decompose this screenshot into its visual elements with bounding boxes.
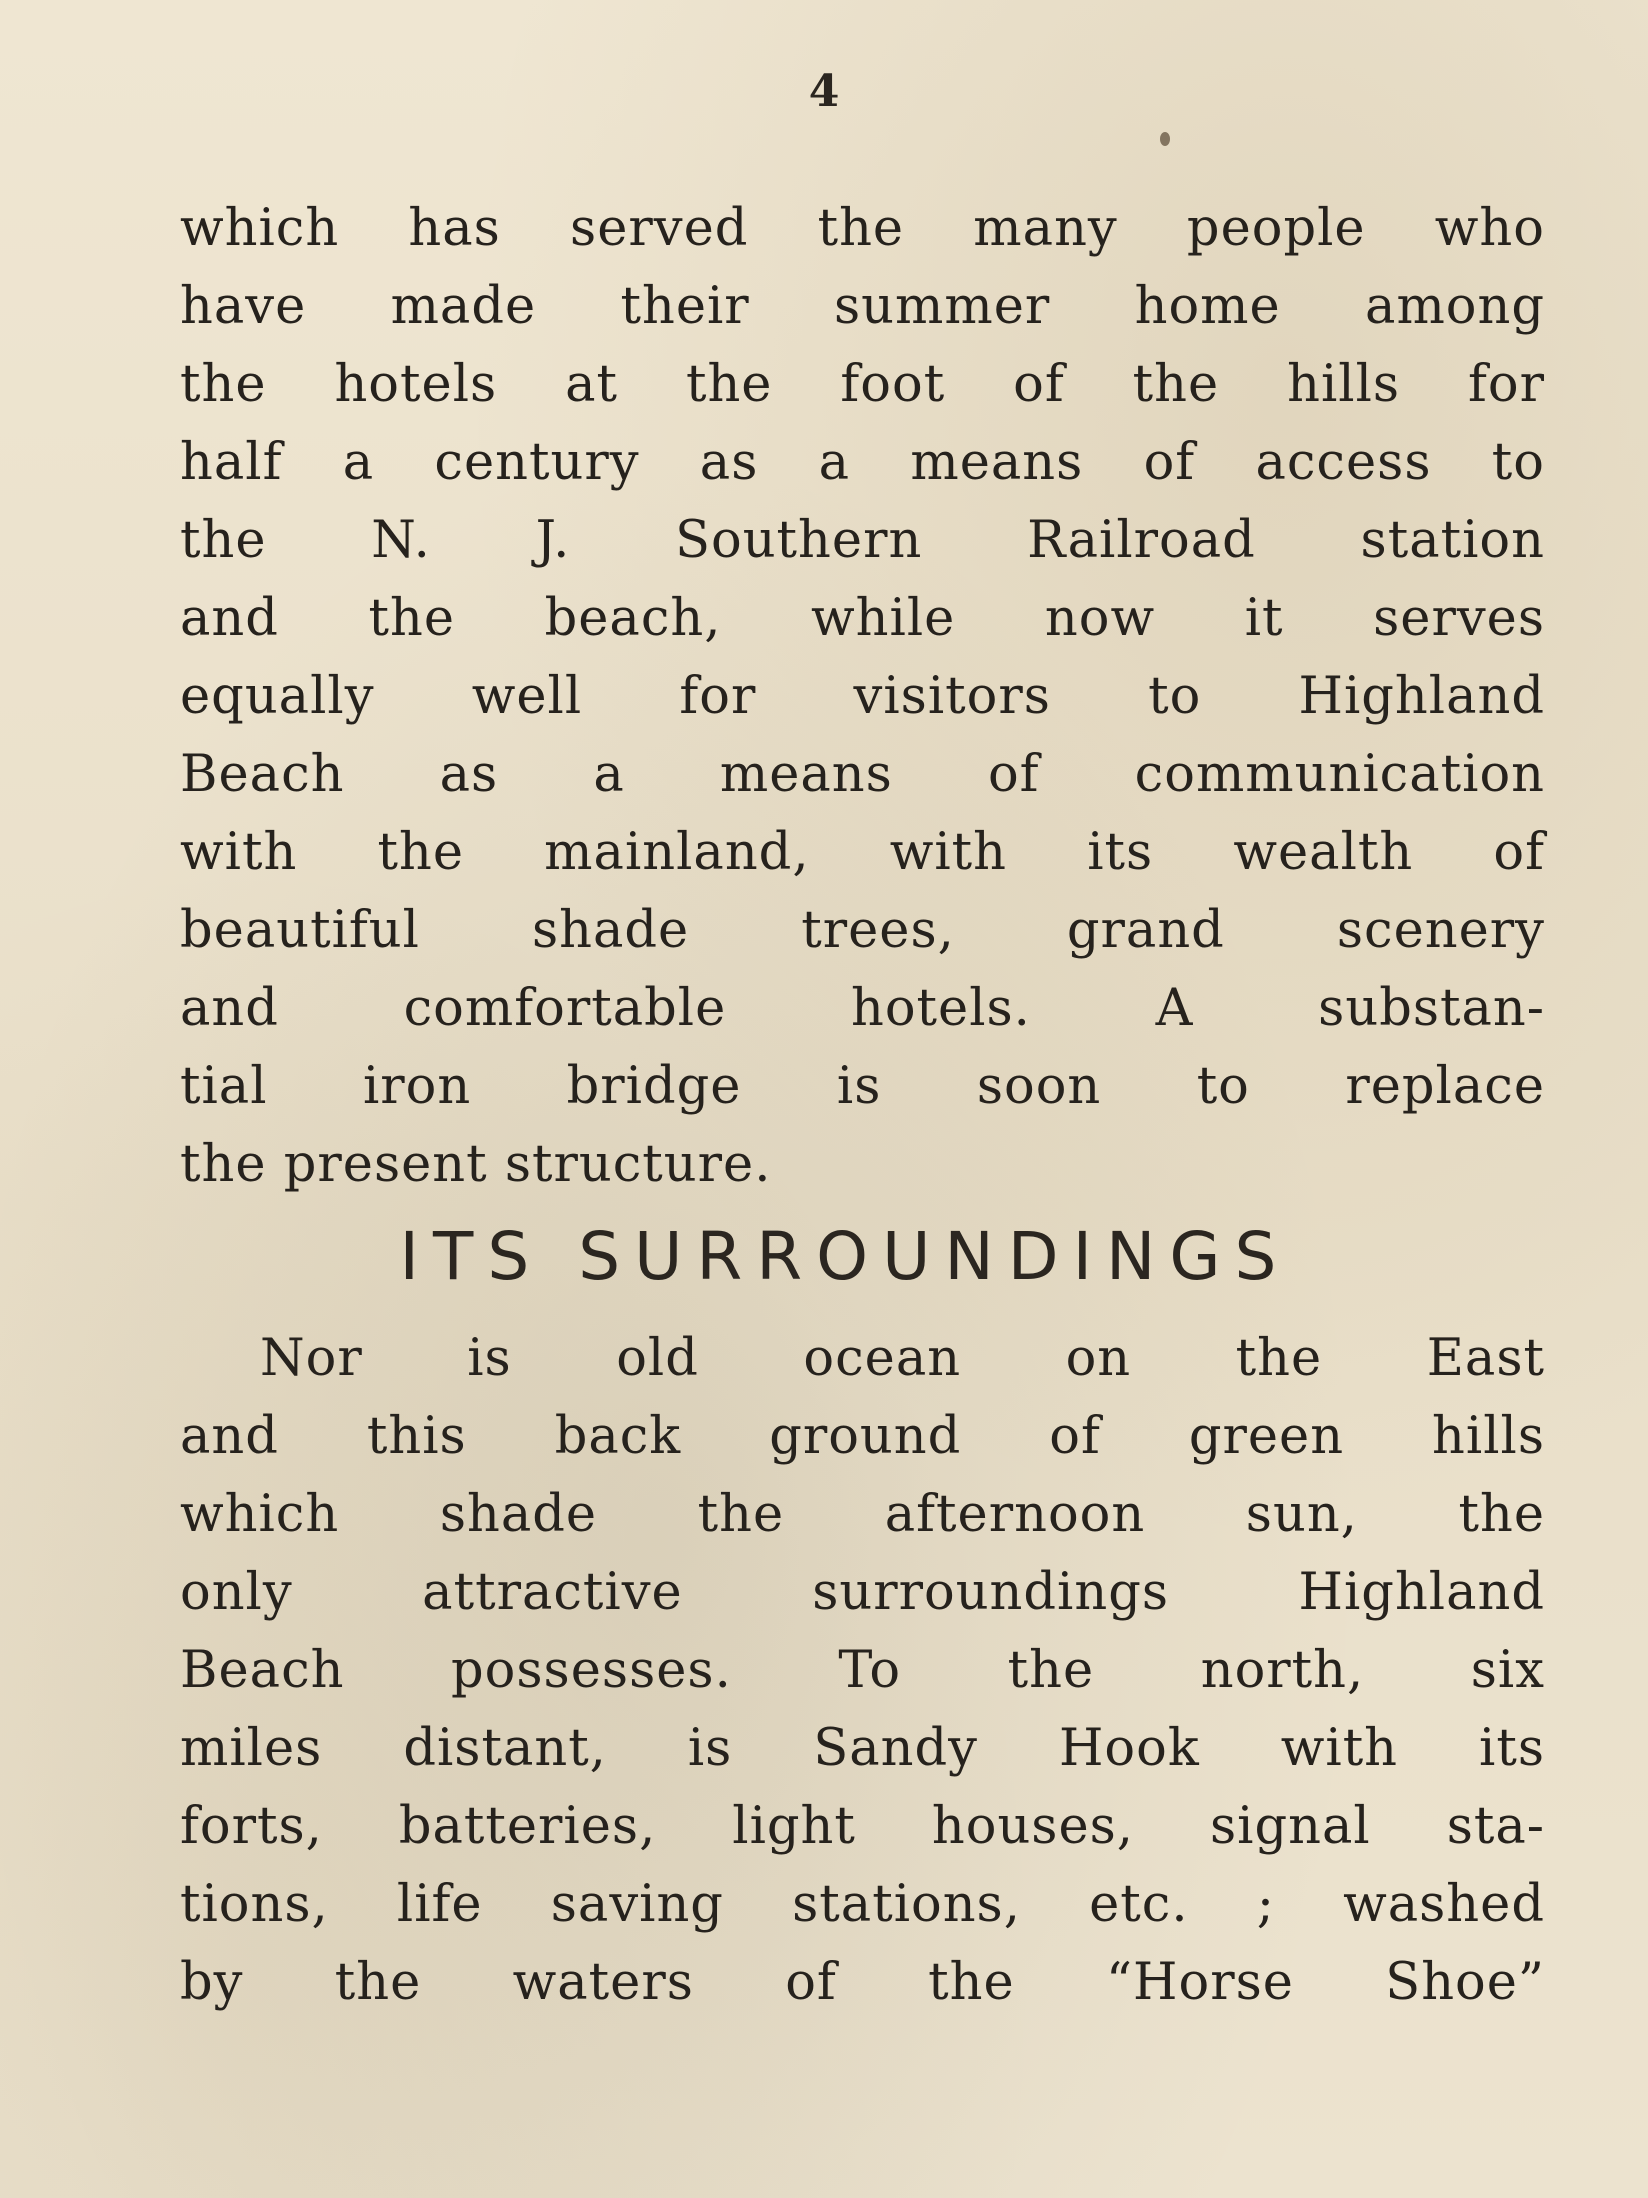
text-line: only attractive surroundings Highland bbox=[180, 1563, 1545, 1622]
text-line: and comfortable hotels. A substan- bbox=[180, 979, 1545, 1038]
ink-speck bbox=[1160, 132, 1170, 146]
text-line: Beach as a means of communication bbox=[180, 745, 1545, 804]
text-line: Beach possesses. To the north, six bbox=[180, 1641, 1545, 1700]
text-line: tions, life saving stations, etc. ; washed bbox=[180, 1875, 1545, 1934]
text-line: tial iron bridge is soon to replace bbox=[180, 1057, 1545, 1116]
text-line: have made their summer home among bbox=[180, 277, 1545, 336]
text-line: equally well for visitors to Highland bbox=[180, 667, 1545, 726]
text-line: the present structure. bbox=[180, 1135, 772, 1194]
text-line: which shade the afternoon sun, the bbox=[180, 1485, 1545, 1544]
text-line: Nor is old ocean on the East bbox=[260, 1329, 1545, 1388]
text-line: beautiful shade trees, grand scenery bbox=[180, 901, 1545, 960]
text-line: the hotels at the foot of the hills for bbox=[180, 355, 1545, 414]
text-line: miles distant, is Sandy Hook with its bbox=[180, 1719, 1545, 1778]
text-line: which has served the many people who bbox=[180, 199, 1545, 258]
text-line: the N. J. Southern Railroad station bbox=[180, 511, 1545, 570]
text-line: and the beach, while now it serves bbox=[180, 589, 1545, 648]
paragraph-bridge bbox=[180, 190, 1545, 1204]
text-line: half a century as a means of access to bbox=[180, 433, 1545, 492]
text-line: forts, batteries, light houses, signal sta- bbox=[180, 1797, 1545, 1856]
section-heading: ITS SURROUNDINGS bbox=[399, 1218, 1291, 1295]
text-line: by the waters of the “Horse Shoe” bbox=[180, 1953, 1545, 2012]
paragraph-surroundings bbox=[180, 1320, 1545, 2022]
page-number: 4 bbox=[808, 66, 840, 117]
text-line: and this back ground of green hills bbox=[180, 1407, 1545, 1466]
text-line: with the mainland, with its wealth of bbox=[180, 823, 1545, 882]
